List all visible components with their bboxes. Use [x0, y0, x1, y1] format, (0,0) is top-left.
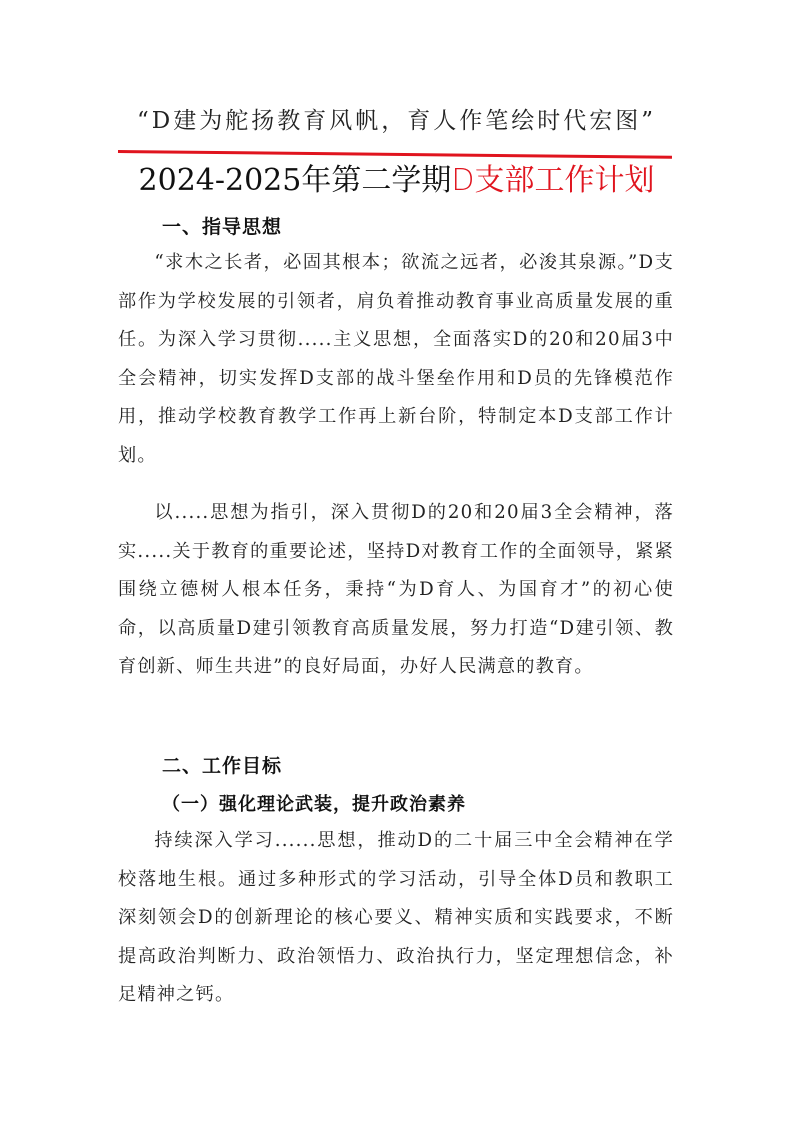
subsection-heading-theory: （一）强化理论武装，提升政治素养	[162, 794, 466, 815]
section-heading-guiding-thought: 一、指导思想	[162, 216, 283, 238]
section-heading-work-goals: 二、工作目标	[162, 755, 283, 777]
paragraph-guiding-2: 以.....思想为指引，深入贯彻D的20和20届3全会精神，落实.....关于教育的重要论述，坚持D对教育工作的全面领导，紧紧围绕立德树人根本任务，秉持“为D育人、为国育才”的初心使命，以高质量D建引领教育高质量发展，努力打造“D建引领、教育创新、师生共进”的良好局面，办好人民满意的教育。	[118, 502, 674, 677]
document-title-term: 2024-2025年第二学期	[138, 163, 452, 198]
document-title-red: D支部工作计划	[451, 163, 655, 198]
paragraph-goals-1: 持续深入学习......思想，推动D的二十届三中全会精神在学校落地生根。通过多种形式的学习活动，引导全体D员和教职工深刻领会D的创新理论的核心要义、精神实质和实践要求，不断提高政治判断力、政治领悟力、政治执行力，坚定理想信念，补足精神之钙。	[118, 830, 674, 1005]
document-subtitle: “D建为舵扬教育风帆，育人作笔绘时代宏图”	[137, 108, 656, 134]
document-title	[0, 155, 793, 199]
paragraph-guiding-1: “求木之长者，必固其根本；欲流之远者，必浚其泉源。”D支部作为学校发展的引领者，肩负着推动教育事业高质量发展的重任。为深入学习贯彻.....主义思想，全面落实D的20和20届3中全会精神，切实发挥D支部的战斗堡垒作用和D员的先锋模范作用，推动学校教育教学工作再上新台阶，特制定本D支部工作计划。	[118, 252, 674, 466]
